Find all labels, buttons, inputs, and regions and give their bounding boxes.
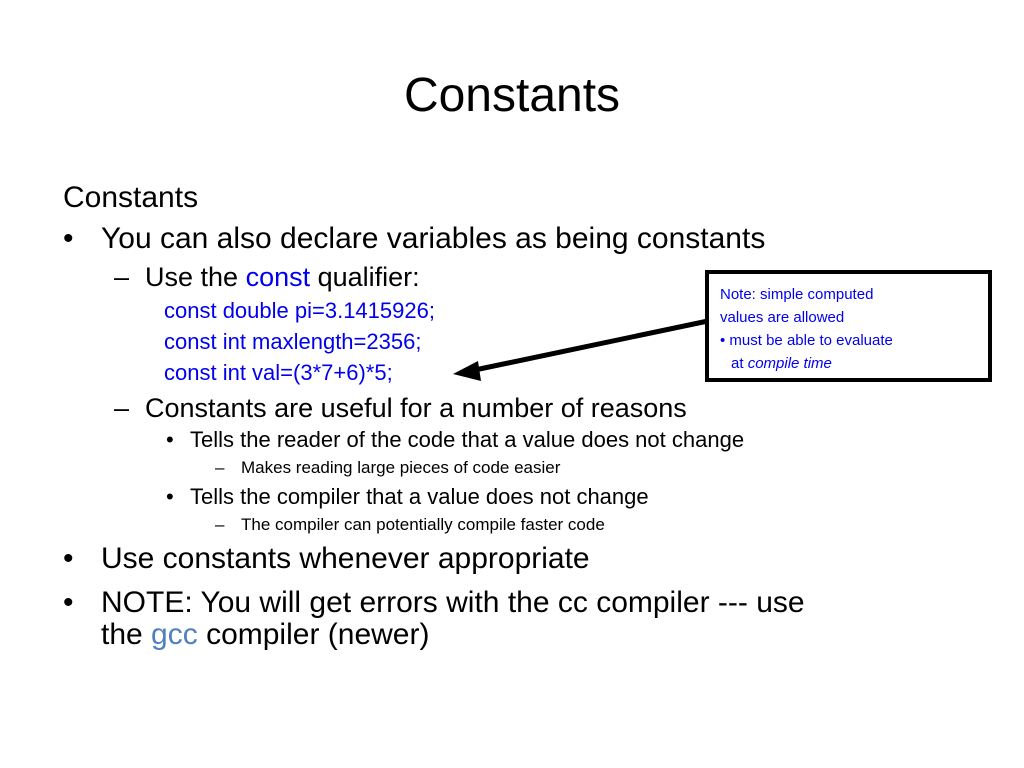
text-the: the <box>101 618 152 651</box>
bullet-marker: • <box>63 222 74 255</box>
bullet-tells-reader: Tells the reader of the code that a value does not change <box>190 427 745 452</box>
bullet-note-cc-line1: NOTE: You will get errors with the cc compiler --- use <box>101 586 805 619</box>
dash-marker: – <box>215 515 225 534</box>
code-line-maxlength: const int maxlength=2356; <box>164 329 422 354</box>
arrow-head <box>453 361 481 381</box>
note-at-text: at <box>731 355 748 372</box>
bullet-marker: • <box>166 427 174 452</box>
bullet-marker: • <box>63 586 74 619</box>
dash-marker: – <box>114 262 130 292</box>
note-line-2: values are allowed <box>720 309 845 326</box>
dash-faster-code: The compiler can potentially compile faster code <box>241 515 605 534</box>
sub-bullet-useful-reasons: Constants are useful for a number of reasons <box>145 393 687 423</box>
text-qualifier: qualifier: <box>310 262 420 292</box>
dash-marker: – <box>114 393 130 423</box>
note-line-1: Note: simple computed <box>720 286 874 303</box>
arrow-shaft <box>470 321 708 371</box>
const-keyword: const <box>245 262 311 292</box>
bullet-marker: • <box>63 542 74 575</box>
note-line-3: • must be able to evaluate <box>720 332 893 349</box>
slide-title: Constants <box>403 69 621 122</box>
code-line-pi: const double pi=3.1415926; <box>164 298 435 323</box>
text-use-the: Use the <box>145 262 246 292</box>
note-compile-time: compile time <box>747 355 832 372</box>
bullet-use-constants: Use constants whenever appropriate <box>101 542 590 575</box>
text-compiler-newer: compiler (newer) <box>197 618 430 651</box>
dash-marker: – <box>215 458 225 477</box>
bullet-tells-compiler: Tells the compiler that a value does not change <box>190 484 649 509</box>
section-heading: Constants <box>63 181 199 214</box>
code-line-val: const int val=(3*7+6)*5; <box>164 360 393 385</box>
bullet-declare-constants: You can also declare variables as being constants <box>101 222 766 255</box>
dash-reading-easier: Makes reading large pieces of code easier <box>241 458 561 477</box>
bullet-marker: • <box>166 484 174 509</box>
gcc-keyword: gcc <box>151 618 198 651</box>
note-line-4 <box>731 352 832 375</box>
note-callout-box <box>705 270 992 382</box>
